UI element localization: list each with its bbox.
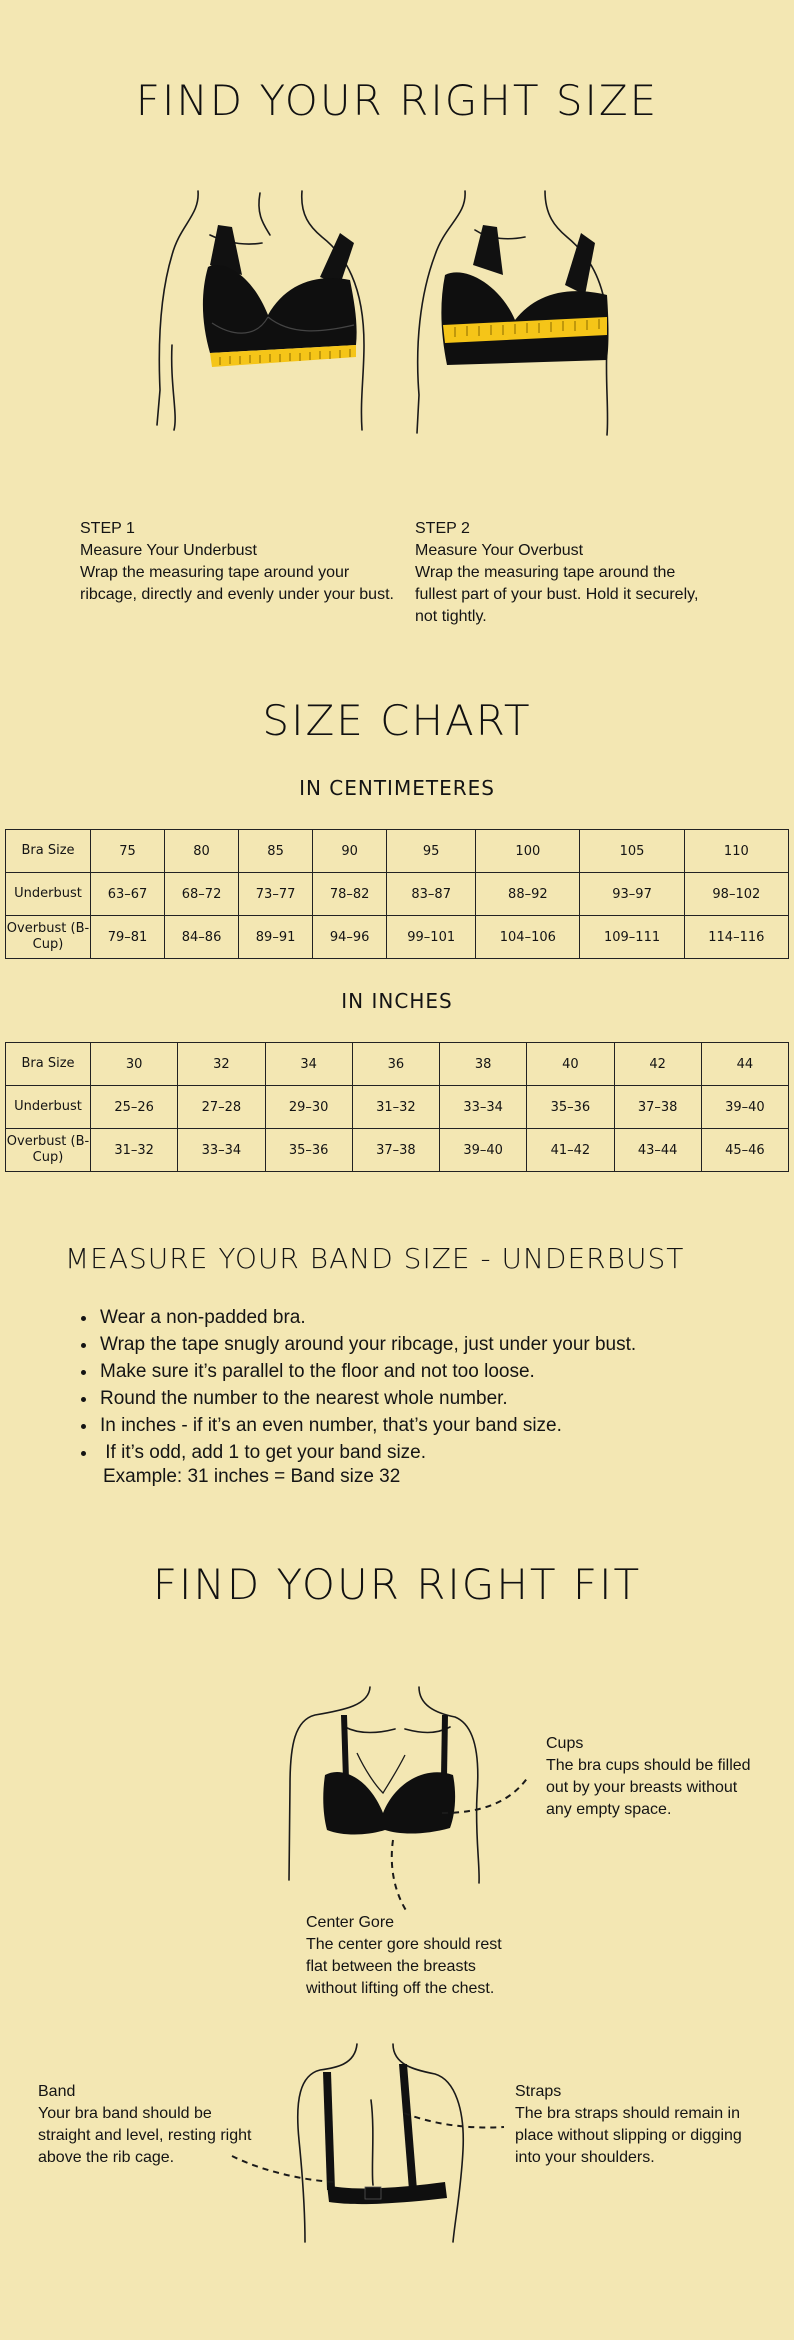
table-cell: 95: [387, 830, 476, 873]
table-cell: 37–38: [614, 1086, 701, 1129]
step-2-label: STEP 2: [415, 520, 470, 537]
step-1: [80, 518, 400, 606]
table-cell: 35–36: [265, 1129, 352, 1172]
table-cell: 29–30: [265, 1086, 352, 1129]
step-2-heading: Measure Your Overbust: [415, 542, 584, 559]
band-note: [38, 2081, 258, 2169]
table-cell: 35–36: [527, 1086, 614, 1129]
table-cell: 99–101: [387, 916, 476, 959]
table-cell: 75: [91, 830, 165, 873]
straps-callout-line: [400, 2105, 510, 2145]
band-label: Band: [38, 2083, 76, 2100]
row-header: Underbust: [6, 873, 91, 916]
table-row: [6, 1129, 789, 1172]
table-cell: 34: [265, 1043, 352, 1086]
table-row: [6, 916, 789, 959]
cups-body: The bra cups should be filled out by your breasts without any empty space.: [546, 1757, 751, 1818]
table-cell: 100: [476, 830, 580, 873]
row-header: Bra Size: [6, 1043, 91, 1086]
underbust-illustration: [150, 185, 380, 430]
table-cell: 79–81: [91, 916, 165, 959]
table-cell: 41–42: [527, 1129, 614, 1172]
table-cell: 36: [352, 1043, 439, 1086]
cm-size-table: [5, 829, 789, 959]
fit-guide-title: FIND YOUR RIGHT FIT: [152, 1560, 642, 1609]
overbust-illustration: [395, 185, 625, 435]
list-item: • If it’s odd, add 1 to get your band size.: [98, 1439, 636, 1466]
list-item: • Make sure it’s parallel to the floor and not too loose.: [98, 1358, 636, 1385]
list-item: • Wear a non-padded bra.: [98, 1304, 636, 1331]
band-body: Your bra band should be straight and level, resting right above the rib cage.: [38, 2105, 252, 2166]
step-2-body: Wrap the measuring tape around the fullest part of your bust. Hold it securely, not tightly.: [415, 564, 699, 625]
row-header: Underbust: [6, 1086, 91, 1129]
cups-callout-line: [440, 1773, 540, 1823]
inches-size-table: [5, 1042, 789, 1172]
inches-heading: IN INCHES: [341, 989, 453, 1013]
list-item: • Round the number to the nearest whole number.: [98, 1385, 636, 1412]
table-cell: 44: [701, 1043, 788, 1086]
straps-label: Straps: [515, 2083, 562, 2100]
step-2: [415, 518, 705, 628]
table-cell: 39–40: [701, 1086, 788, 1129]
table-cell: 73–77: [239, 873, 313, 916]
step-1-heading: Measure Your Underbust: [80, 542, 257, 559]
table-cell: 25–26: [91, 1086, 178, 1129]
table-row: [6, 1086, 789, 1129]
table-cell: 42: [614, 1043, 701, 1086]
center-gore-body: The center gore should rest flat between the breasts without lifting off the chest.: [306, 1936, 502, 1997]
straps-note: [515, 2081, 750, 2169]
table-cell: 84–86: [165, 916, 239, 959]
table-cell: 88–92: [476, 873, 580, 916]
gore-callout-line: [385, 1838, 415, 1918]
table-row: [6, 873, 789, 916]
table-cell: 38: [440, 1043, 527, 1086]
table-cell: 39–40: [440, 1129, 527, 1172]
table-cell: 43–44: [614, 1129, 701, 1172]
table-cell: 98–102: [684, 873, 788, 916]
cups-note: [546, 1733, 761, 1821]
row-header: Overbust (B-Cup): [6, 916, 91, 959]
table-cell: 109–111: [580, 916, 684, 959]
table-cell: 33–34: [440, 1086, 527, 1129]
table-cell: 32: [178, 1043, 265, 1086]
size-chart-title: SIZE CHART: [262, 696, 532, 745]
page-title: FIND YOUR RIGHT SIZE: [135, 76, 659, 125]
center-gore-label: Center Gore: [306, 1914, 395, 1931]
list-item: • In inches - if it’s an even number, that’s your band size.: [98, 1412, 636, 1439]
band-example: Example: 31 inches = Band size 32: [103, 1466, 401, 1487]
step-1-label: STEP 1: [80, 520, 135, 537]
table-cell: 45–46: [701, 1129, 788, 1172]
cm-heading: IN CENTIMETERES: [299, 776, 495, 800]
table-cell: 68–72: [165, 873, 239, 916]
table-cell: 85: [239, 830, 313, 873]
cups-label: Cups: [546, 1735, 584, 1752]
table-cell: 33–34: [178, 1129, 265, 1172]
band-guide-title: MEASURE YOUR BAND SIZE - UNDERBUST: [65, 1242, 685, 1275]
table-cell: 30: [91, 1043, 178, 1086]
table-cell: 110: [684, 830, 788, 873]
table-cell: 105: [580, 830, 684, 873]
table-cell: 80: [165, 830, 239, 873]
table-cell: 114–116: [684, 916, 788, 959]
table-cell: 40: [527, 1043, 614, 1086]
table-cell: 31–32: [352, 1086, 439, 1129]
step-1-body: Wrap the measuring tape around your ribcage, directly and evenly under your bust.: [80, 564, 394, 603]
table-cell: 90: [313, 830, 387, 873]
list-item: • Wrap the tape snugly around your ribcage, just under your bust.: [98, 1331, 636, 1358]
table-cell: 93–97: [580, 873, 684, 916]
table-cell: 78–82: [313, 873, 387, 916]
table-cell: 27–28: [178, 1086, 265, 1129]
row-header: Overbust (B-Cup): [6, 1129, 91, 1172]
center-gore-note: [306, 1912, 516, 2000]
band-guide-list: [64, 1304, 636, 1466]
table-row: [6, 1043, 789, 1086]
table-cell: 104–106: [476, 916, 580, 959]
table-cell: 89–91: [239, 916, 313, 959]
table-cell: 31–32: [91, 1129, 178, 1172]
table-cell: 94–96: [313, 916, 387, 959]
row-header: Bra Size: [6, 830, 91, 873]
straps-body: The bra straps should remain in place without slipping or digging into your shoulders.: [515, 2105, 742, 2166]
table-cell: 83–87: [387, 873, 476, 916]
table-cell: 63–67: [91, 873, 165, 916]
table-cell: 37–38: [352, 1129, 439, 1172]
table-row: [6, 830, 789, 873]
